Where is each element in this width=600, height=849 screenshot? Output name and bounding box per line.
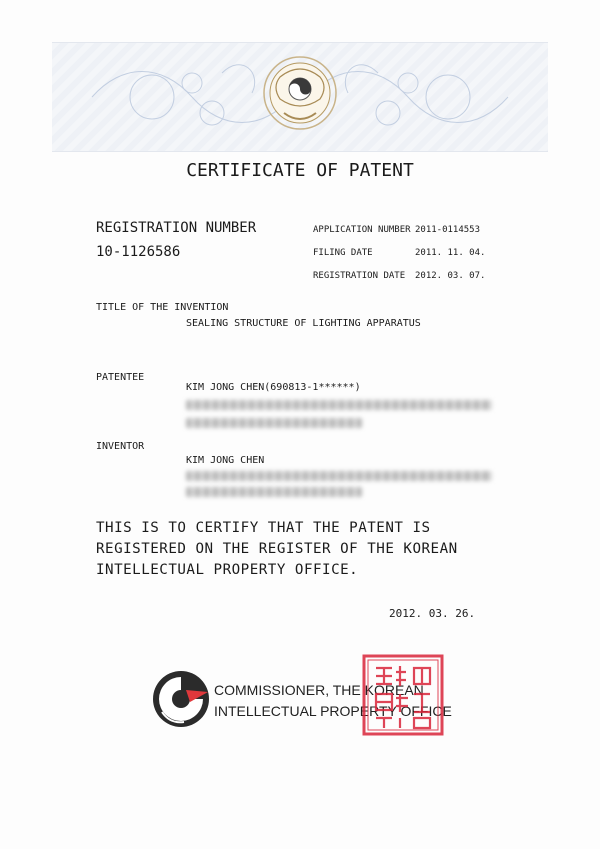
issue-date: 2012. 03. 26. — [389, 607, 476, 620]
inventor-name: KIM JONG CHEN — [186, 455, 265, 466]
certification-statement — [96, 518, 458, 581]
invention-title-label: TITLE OF THE INVENTION — [96, 302, 229, 313]
official-seal-icon — [362, 654, 444, 736]
filing-meta — [313, 218, 505, 287]
certify-line: INTELLECTUAL PROPERTY OFFICE. — [96, 562, 359, 578]
inventor-label: INVENTOR — [96, 441, 145, 452]
meta-row-registration-date — [313, 264, 505, 287]
header-banner — [52, 42, 548, 152]
meta-value: 2011-0114553 — [415, 224, 481, 235]
redacted-address-line — [186, 418, 362, 428]
meta-value: 2012. 03. 07. — [415, 270, 486, 281]
meta-row-application — [313, 218, 505, 241]
kipo-logo-icon — [150, 668, 212, 730]
decorative-pattern — [52, 43, 548, 151]
commissioner-line: COMMISSIONER, THE KOREAN — [214, 682, 424, 698]
redacted-address-line — [186, 471, 492, 481]
redacted-address-line — [186, 487, 362, 497]
meta-label: APPLICATION NUMBER — [313, 224, 411, 235]
document-title: CERTIFICATE OF PATENT — [186, 160, 414, 181]
registration-number-label: REGISTRATION NUMBER — [96, 220, 257, 236]
registration-number-value: 10-1126586 — [96, 244, 181, 260]
certify-line: REGISTERED ON THE REGISTER OF THE KOREAN — [96, 541, 458, 557]
patentee-name: KIM JONG CHEN(690813-1******) — [186, 382, 361, 393]
meta-value: 2011. 11. 04. — [415, 247, 486, 258]
patentee-label: PATENTEE — [96, 372, 145, 383]
meta-row-filing-date — [313, 241, 505, 264]
commissioner-line: INTELLECTUAL PROPERTY OFFICE — [214, 703, 452, 719]
redacted-address-line — [186, 400, 492, 410]
meta-label: REGISTRATION DATE — [313, 270, 406, 281]
certify-line: THIS IS TO CERTIFY THAT THE PATENT IS — [96, 520, 431, 536]
invention-title-value: SEALING STRUCTURE OF LIGHTING APPARATUS — [186, 318, 421, 329]
meta-label: FILING DATE — [313, 247, 373, 258]
korean-government-emblem-icon — [264, 57, 336, 129]
